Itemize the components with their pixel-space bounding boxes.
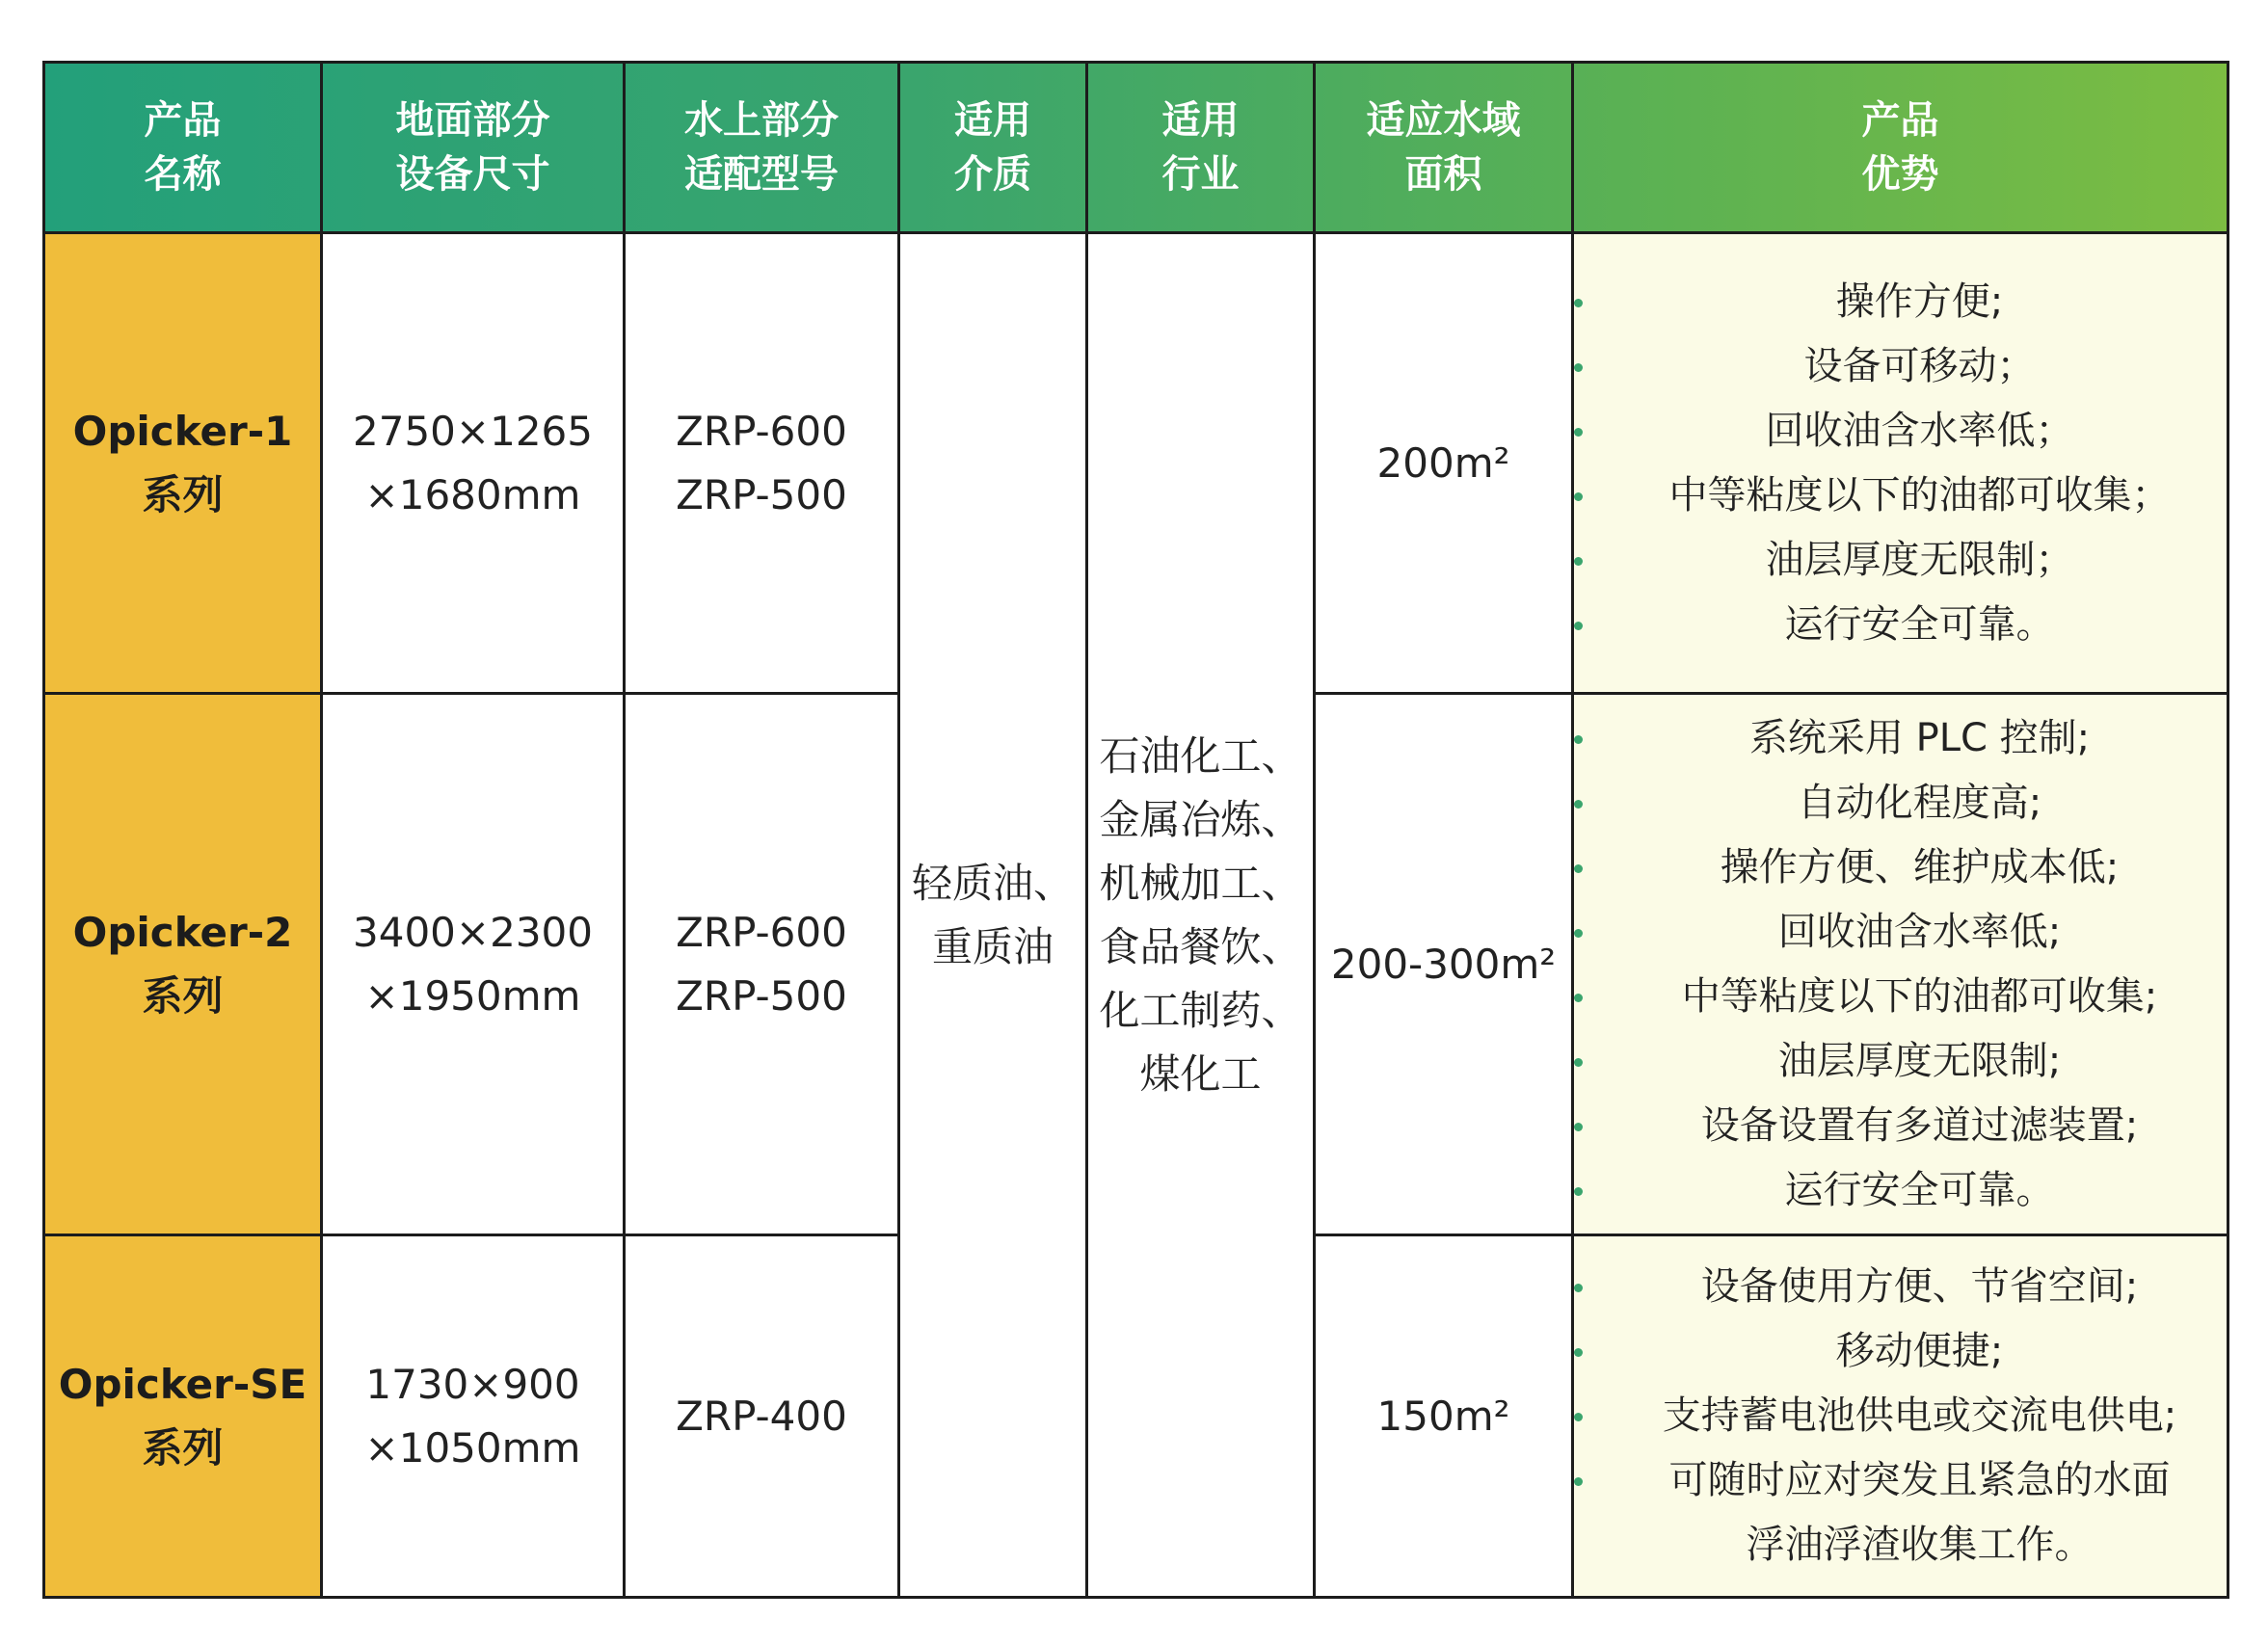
bullet-icon [1574, 800, 1583, 809]
bullet-icon [1574, 492, 1583, 501]
header-ground-size: 地面部分 设备尺寸 [322, 63, 625, 233]
advantages-cell [1573, 694, 2228, 1235]
header-product-name: 产品 名称 [44, 63, 322, 233]
water-area-cell: 150m² [1315, 1235, 1573, 1598]
bullet-icon [1574, 1058, 1583, 1067]
advantage-item: 运行安全可靠。 [1574, 593, 2227, 657]
advantage-item: 操作方便、维护成本低; [1574, 836, 2227, 900]
model-cell: ZRP-600 ZRP-500 [625, 694, 899, 1235]
header-medium: 适用 介质 [899, 63, 1087, 233]
bullet-icon [1574, 1413, 1583, 1421]
advantage-item: 自动化程度高; [1574, 771, 2227, 836]
advantages-list [1574, 270, 2227, 657]
advantage-item: 设备设置有多道过滤装置; [1574, 1094, 2227, 1158]
advantages-cell [1573, 233, 2228, 694]
bullet-icon [1574, 363, 1583, 372]
bullet-icon [1574, 557, 1583, 566]
ground-size-cell: 2750×1265 ×1680mm [322, 233, 625, 694]
advantages-list [1574, 1255, 2227, 1578]
medium-cell: 轻质油、 重质油 [899, 233, 1087, 1598]
advantage-item-continuation: 浮油浮渣收集工作。 [1746, 1523, 2094, 1567]
bullet-icon [1574, 929, 1583, 938]
advantages-cell [1573, 1235, 2228, 1598]
water-area-cell: 200-300m² [1315, 694, 1573, 1235]
bullet-icon [1574, 994, 1583, 1002]
bullet-icon [1574, 1123, 1583, 1131]
model-cell: ZRP-400 [625, 1235, 899, 1598]
advantage-item: 可随时应对突发且紧急的水面 [1574, 1448, 2227, 1513]
product-name-cell: Opicker-SE 系列 [44, 1235, 322, 1598]
model-cell: ZRP-600 ZRP-500 [625, 233, 899, 694]
advantage-item: 设备使用方便、节省空间; [1574, 1255, 2227, 1319]
ground-size-cell: 3400×2300 ×1950mm [322, 694, 625, 1235]
product-name-cell: Opicker-1 系列 [44, 233, 322, 694]
industry-cell: 石油化工、 金属冶炼、 机械加工、 食品餐饮、 化工制药、 煤化工 [1087, 233, 1315, 1598]
advantage-item: 运行安全可靠。 [1574, 1158, 2227, 1223]
header-advantages: 产品 优势 [1573, 63, 2228, 233]
advantage-item: 系统采用 PLC 控制; [1574, 706, 2227, 771]
advantage-item: 移动便捷; [1574, 1319, 2227, 1384]
advantage-item: 支持蓄电池供电或交流电供电; [1574, 1384, 2227, 1448]
product-spec-table [42, 61, 2229, 1599]
product-name-cell: Opicker-2 系列 [44, 694, 322, 1235]
header-water-model: 水上部分 适配型号 [625, 63, 899, 233]
bullet-icon [1574, 864, 1583, 873]
advantage-item: 油层厚度无限制; [1574, 1029, 2227, 1094]
bullet-icon [1574, 622, 1583, 630]
bullet-icon [1574, 428, 1583, 437]
bullet-icon [1574, 1284, 1583, 1292]
water-area-cell: 200m² [1315, 233, 1573, 694]
table-row [44, 233, 2228, 694]
bullet-icon [1574, 299, 1583, 307]
advantage-item: 操作方便; [1574, 270, 2227, 334]
ground-size-cell: 1730×900 ×1050mm [322, 1235, 625, 1598]
bullet-icon [1574, 1348, 1583, 1357]
bullet-icon [1574, 1187, 1583, 1196]
header-row [44, 63, 2228, 233]
bullet-icon [1574, 1477, 1583, 1486]
advantage-item: 中等粘度以下的油都可收集; [1574, 965, 2227, 1029]
header-industry: 适用 行业 [1087, 63, 1315, 233]
advantage-item: 中等粘度以下的油都可收集； [1574, 464, 2227, 528]
advantages-list [1574, 706, 2227, 1223]
header-water-area: 适应水域 面积 [1315, 63, 1573, 233]
advantage-item: 回收油含水率低; [1574, 900, 2227, 965]
bullet-icon [1574, 735, 1583, 744]
advantage-item: 回收油含水率低； [1574, 399, 2227, 464]
advantage-item: 油层厚度无限制； [1574, 528, 2227, 593]
advantage-item: 设备可移动； [1574, 334, 2227, 399]
